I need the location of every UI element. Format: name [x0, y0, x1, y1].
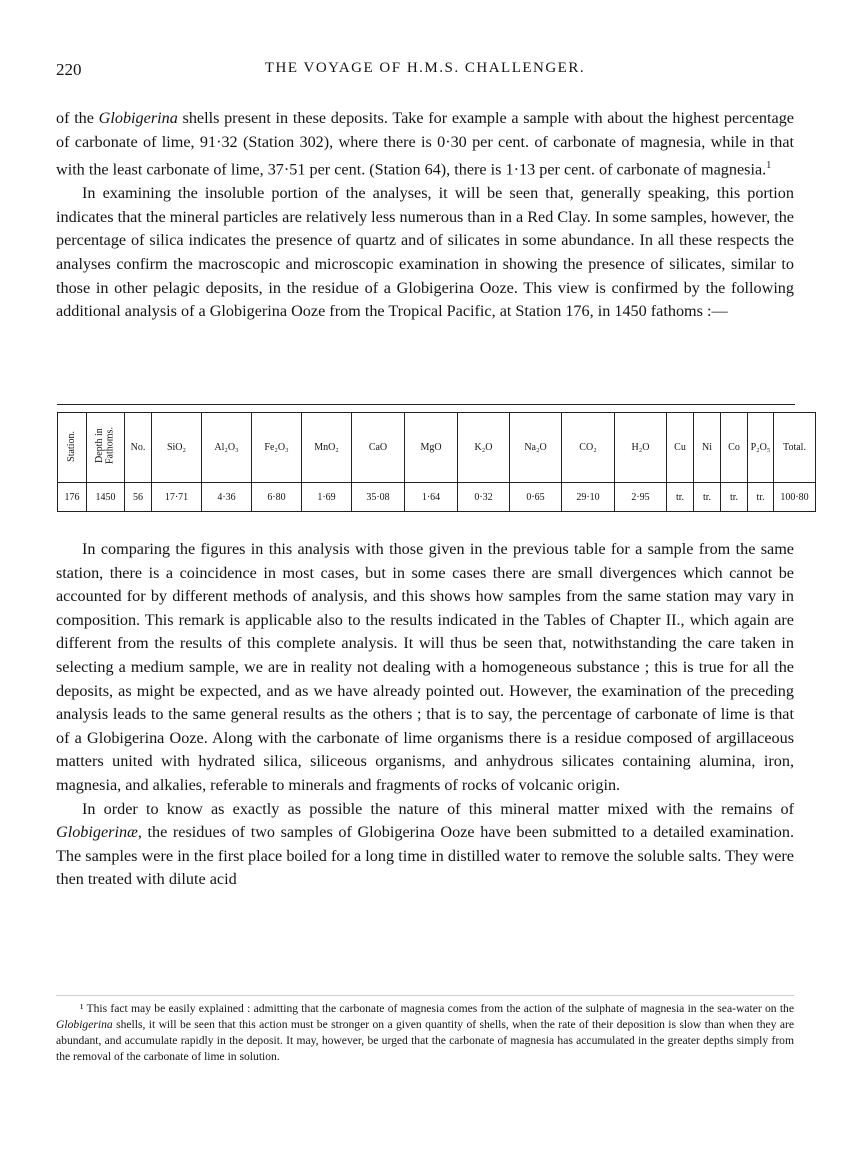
header-cell: Co	[721, 413, 748, 483]
header-cell: MgO	[405, 413, 458, 483]
header-cell: H₂O	[615, 413, 667, 483]
page-number: 220	[56, 60, 82, 79]
paragraph: of the Globigerina shells present in these deposits. Take for example a sample with about the highest percentage of carbonate of lime, 91·32 (Station 302), where there is 0·30 per cent. of carbonate of magnesia, while in that with the least carbonate of lime, 37·51 per cent. (Station 64), there is 1·13 per cent. of carbonate of magnesia.$^1$	[56, 109, 794, 179]
header-cell: CaO	[352, 413, 405, 483]
table-cell: 1·69	[302, 483, 352, 512]
table-cell: 1450	[87, 483, 125, 512]
header-cell: Station.	[58, 413, 87, 483]
paragraph: In examining the insoluble portion of the analyses, it will be seen that, generally speaking, this portion indicates that the mineral particles are relatively less numerous than in a Red Clay. In some samples, however, the percentage of silica indicates the presence of quartz and of silicates in some abundance. In all these respects the analyses confirm the macroscopic and microscopic examination in showing the presence of silicates, similar to those in other pelagic deposits, in the residue of a Globigerina Ooze. This view is confirmed by the following additional analysis of a Globigerina Ooze from the Tropical Pacific, at Station 176, in 1450 fathoms :—	[56, 184, 794, 321]
header-cell: Depth in Fathoms.	[87, 413, 125, 483]
table-cell: 0·65	[510, 483, 562, 512]
footnote-rule	[56, 995, 794, 996]
page-header	[56, 60, 794, 86]
header-cell: Total.	[774, 413, 816, 483]
table-cell: 17·71	[152, 483, 202, 512]
footnote-text: ¹ This fact may be easily explained : admitting that the carbonate of magnesia comes from the action of the sulphate of magnesia in the sea-water on the Globigerina shells, it will be seen that this action must be stronger on a given quantity of shells, when the rate of their deposition is slow than when they are abundant, and accumulate rapidly in the deposit. It may, however, be urged that the carbonate of magnesia has accumulated in the greater depths simply from the removal of the carbonate of lime in solution.	[56, 1002, 794, 1063]
table-row	[58, 483, 816, 512]
table-cell: 176	[58, 483, 87, 512]
table-header-row	[58, 413, 816, 483]
table-cell: 0·32	[458, 483, 510, 512]
body-text-lower	[56, 538, 794, 892]
table-cell: tr.	[667, 483, 694, 512]
header-cell: P₂O₅	[748, 413, 774, 483]
table-cell: tr.	[748, 483, 774, 512]
table-cell: 6·80	[252, 483, 302, 512]
table-cell: 2·95	[615, 483, 667, 512]
header-cell: SiO₂	[152, 413, 202, 483]
table-cell: tr.	[721, 483, 748, 512]
header-cell: CO₂	[562, 413, 615, 483]
header-cell: No.	[125, 413, 152, 483]
header-cell: Ni	[694, 413, 721, 483]
table-cell: 35·08	[352, 483, 405, 512]
running-title: THE VOYAGE OF H.M.S. CHALLENGER.	[264, 60, 586, 76]
table-cell: 1·64	[405, 483, 458, 512]
table-cell: 100·80	[774, 483, 816, 512]
table-cell: 4·36	[202, 483, 252, 512]
header-cell: Fe₂O₃	[252, 413, 302, 483]
header-cell: K₂O	[458, 413, 510, 483]
body-text-upper	[56, 107, 794, 324]
paragraph: In comparing the figures in this analysis with those given in the previous table for a sample from the same station, there is a coincidence in most cases, but in some cases there are small divergences which cannot be accounted for by different methods of analysis, and this shows how samples from the same station may vary in composition. This remark is applicable also to the results indicated in the Tables of Chapter II., which again are different from the results of this complete analysis. It will thus be seen that, notwithstanding the care taken in selecting a medium sample, we are in reality not dealing with a homogeneous substance ; this is true for all the deposits, as might be expected, and as we have already pointed out. However, the examination of the preceding analysis leads to the same general results as the others ; that is to say, the percentage of carbonate of lime is that of a Globigerina Ooze. Along with the carbonate of lime organisms there is a residue composed of argillaceous matters united with hydrated silica, siliceous organisms, and anhydrous silicates containing alumina, iron, magnesia, and alkalies, referable to minerals and fragments of rocks of volcanic origin.	[56, 540, 794, 794]
header-cell: Cu	[667, 413, 694, 483]
paragraph: In order to know as exactly as possible the nature of this mineral matter mixed with the remains of Globigerinæ, the residues of two samples of Globigerina Ooze have been submitted to a detailed examination. The samples were in the first place boiled for a long time in distilled water to remove the soluble salts. They were then treated with dilute acid	[56, 799, 794, 889]
header-cell: MnO₂	[302, 413, 352, 483]
table-cell: 56	[125, 483, 152, 512]
table-top-rule	[57, 404, 795, 405]
footnote	[56, 1001, 794, 1065]
table-cell: 29·10	[562, 483, 615, 512]
header-cell: Al₂O₃	[202, 413, 252, 483]
header-cell: Na₂O	[510, 413, 562, 483]
table-cell: tr.	[694, 483, 721, 512]
analysis-table	[57, 412, 816, 512]
